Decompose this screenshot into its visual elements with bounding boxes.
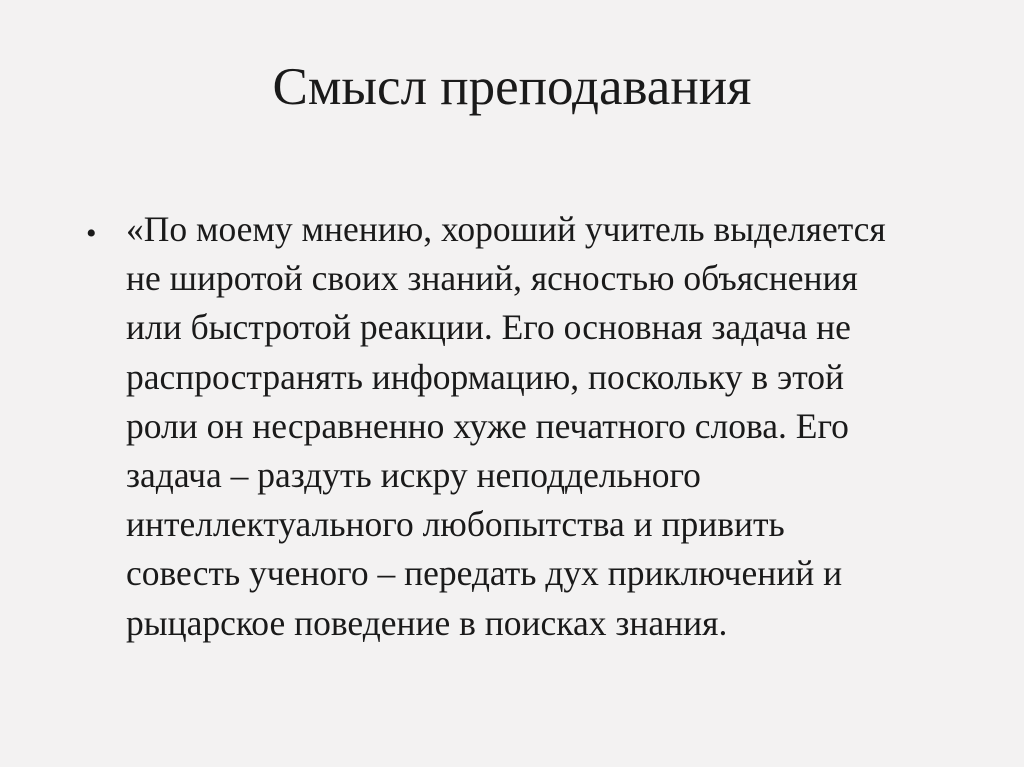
slide-title: Смысл преподавания (272, 58, 752, 116)
quote-text (126, 205, 886, 648)
quote-line: не широтой своих знаний, ясностью объяснения (126, 258, 858, 299)
quote-line: роли он несравненно хуже печатного слова. Его (126, 405, 849, 446)
quote-line: совесть ученого – передать дух приключений и (126, 553, 843, 594)
quote-line: интеллектуального любопытства и привить (126, 504, 785, 545)
quote-line: «По моему мнению, хороший учитель выделяется (126, 209, 886, 249)
bullet-marker: • (86, 217, 97, 250)
quote-line: задача – раздуть искру неподдельного (126, 455, 701, 496)
quote-line: распространять информацию, поскольку в этой (126, 356, 845, 397)
quote-line: рыцарское поведение в поисках знания. (126, 602, 728, 643)
quote-line: или быстротой реакции. Его основная задача не (126, 307, 851, 348)
